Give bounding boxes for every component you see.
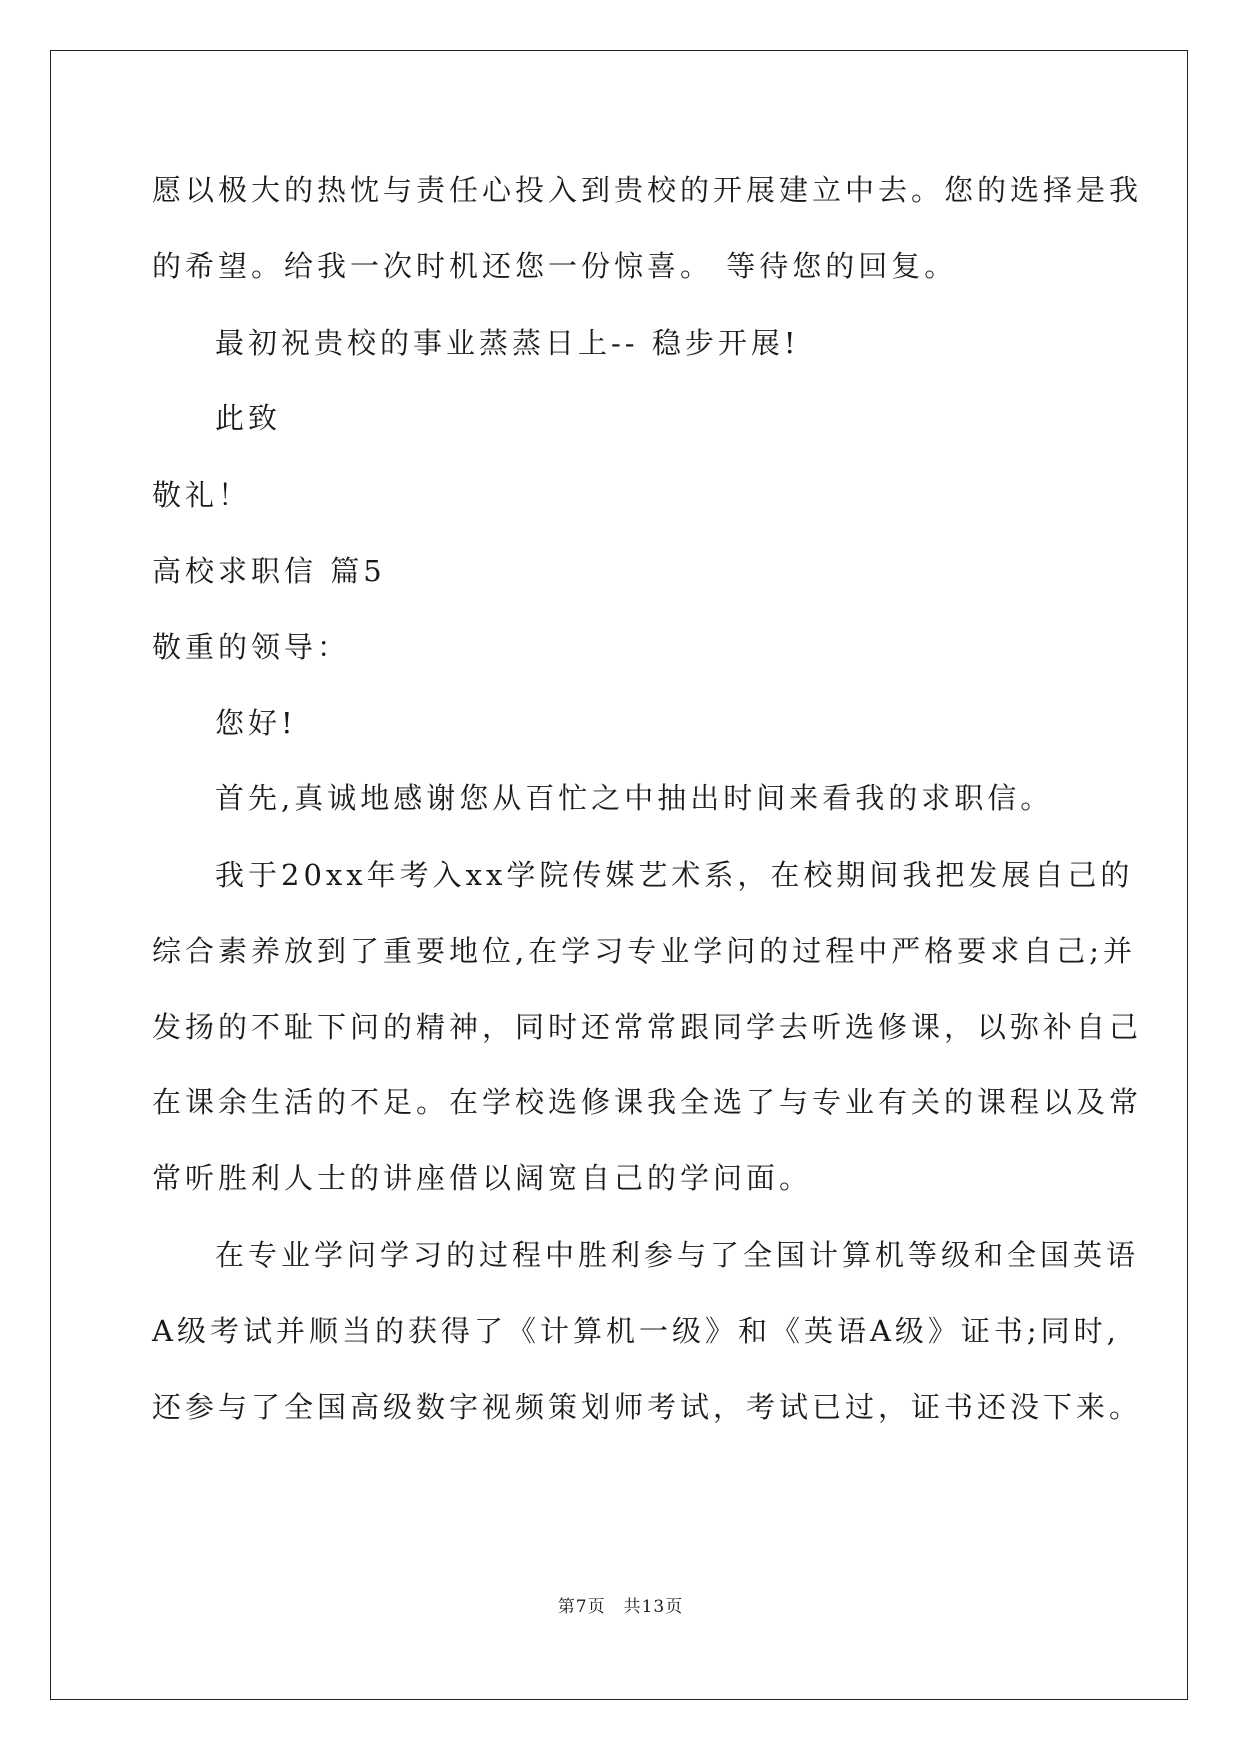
closing-wish: 最初祝贵校的事业蒸蒸日上-- 稳步开展! [215, 326, 800, 360]
body-text-line: 我于20xx年考入xx学院传媒艺术系，在校期间我把发展自己的 [215, 858, 1134, 892]
body-text-line: 首先,真诚地感谢您从百忙之中抽出时间来看我的求职信。 [215, 781, 1054, 815]
body-text-line: A级考试并顺当的获得了《计算机一级》和《英语A级》证书;同时, [152, 1314, 1120, 1348]
body-text-line: 愿以极大的热忱与责任心投入到贵校的开展建立中去。您的选择是我 [152, 173, 1143, 207]
letter-greeting: 敬重的领导： [152, 630, 351, 664]
body-text-line: 综合素养放到了重要地位,在学习专业学问的过程中严格要求自己;并 [152, 934, 1136, 968]
page-number: 第7页 [557, 1597, 606, 1617]
body-text-line: 常听胜利人士的讲座借以阔宽自己的学问面。 [152, 1161, 813, 1195]
body-text-line: 的希望。给我一次时机还您一份惊喜。 等待您的回复。 [152, 249, 958, 283]
greeting-line: 您好! [215, 706, 297, 740]
page-total: 共13页 [623, 1597, 684, 1617]
respect-closing: 敬礼！ [152, 478, 252, 512]
body-text-line: 在课余生活的不足。在学校选修课我全选了与专业有关的课程以及常 [152, 1085, 1143, 1119]
page-footer [0, 1595, 1241, 1619]
body-text-line: 发扬的不耻下问的精神，同时还常常跟同学去听选修课，以弥补自己 [152, 1010, 1143, 1044]
section-heading: 高校求职信 篇5 [152, 554, 386, 588]
salutation-closing: 此致 [215, 401, 282, 435]
body-text-line: 在专业学问学习的过程中胜利参与了全国计算机等级和全国英语 [215, 1238, 1140, 1272]
body-text-line: 还参与了全国高级数字视频策划师考试，考试已过，证书还没下来。 [152, 1390, 1143, 1424]
